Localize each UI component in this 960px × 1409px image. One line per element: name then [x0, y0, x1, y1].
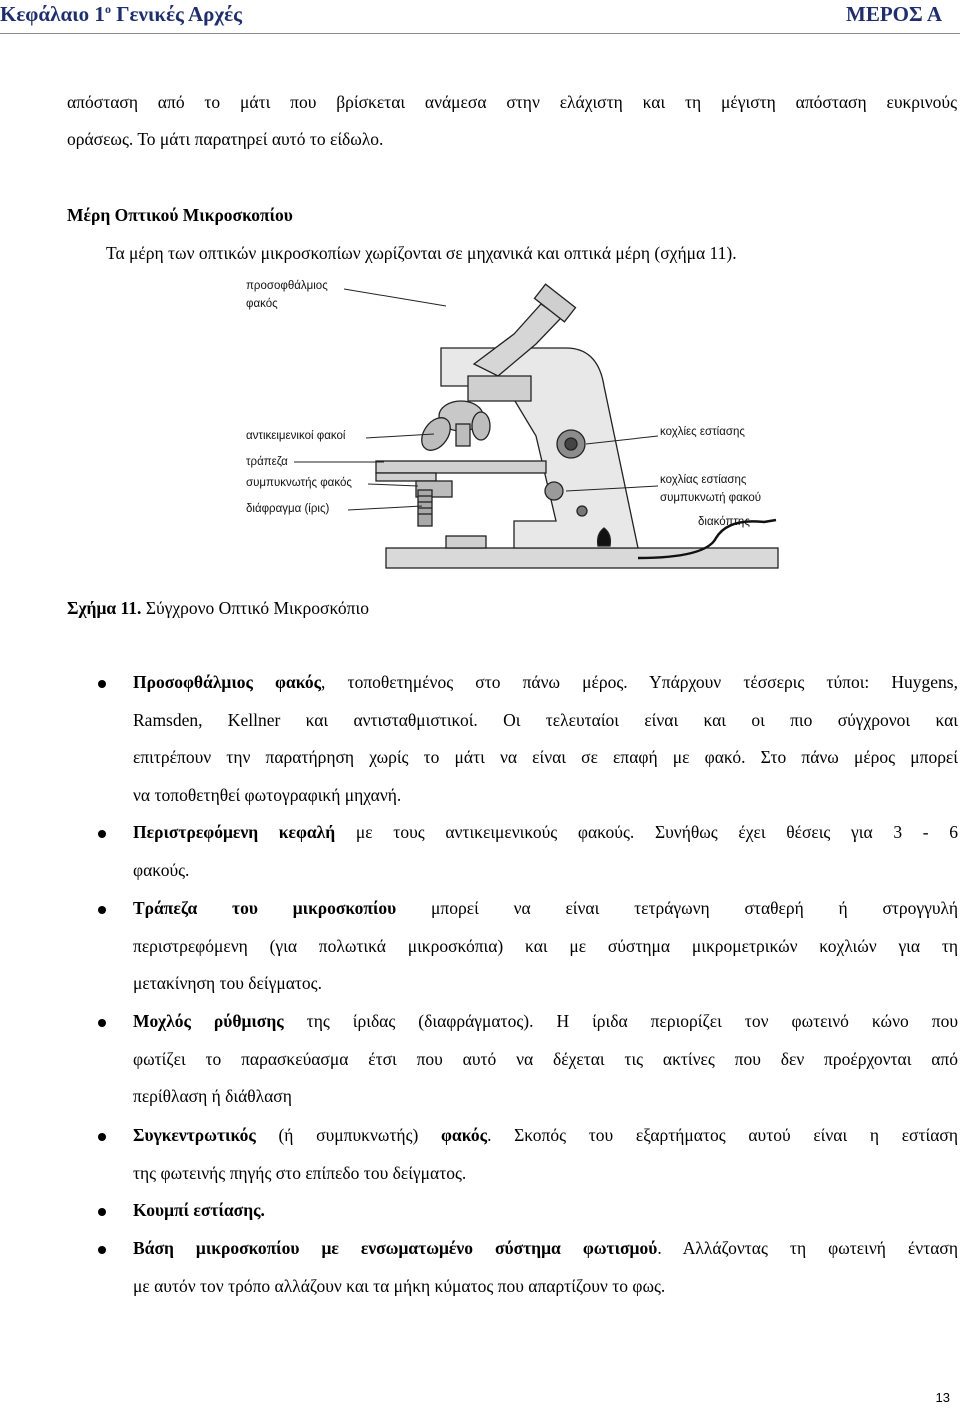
- label-stage: τράπεζα: [246, 456, 288, 468]
- intro-line-1: απόσταση από το μάτι που βρίσκεται ανάμεσα στην ελάχιστη και τη μέγιστη απόσταση ευκρινούς: [67, 92, 957, 112]
- bullet-marker: [98, 1208, 106, 1216]
- label-eyepiece-1: προσοφθάλμιος: [246, 280, 328, 292]
- list-item-iris-lever: Μοχλός ρύθμισης της ίριδας (διαφράγματος). Η ίριδα περιορίζει τον φωτεινό κώνο που φωτίζει το παρασκεύασμα έτσι που αυτό να δέχεται τις ακτίνες που δεν προέρχονται από περίθλαση ή διάθλαση: [133, 1011, 958, 1106]
- header-divider: [0, 33, 960, 34]
- part-title: ΜΕΡΟΣ Α: [846, 2, 942, 26]
- label-switch: διακόπτης: [698, 516, 750, 528]
- label-objectives: αντικειμενικοί φακοί: [246, 430, 346, 442]
- page-header: [0, 0, 960, 34]
- list-item-condenser: Συγκεντρωτικός (ή συμπυκνωτής) φακός. Σκοπός του εξαρτήματος αυτού είναι η εστίαση της φωτεινής πηγής στο επίπεδο του δείγματος.: [133, 1125, 958, 1183]
- list-item-nosepiece: Περιστρεφόμενη κεφαλή με τους αντικειμενικούς φακούς. Συνήθως έχει θέσεις για 3 - 6 φακούς.: [133, 822, 958, 880]
- list-item-stage: Τράπεζα του μικροσκοπίου μπορεί να είναι τετράγωνη σταθερή ή στρογγυλή περιστρεφόμενη (για πολωτικά μικροσκόπια) και με σύστημα μικρομετρικών κοχλιών για τη μετακίνηση του δείγματος.: [133, 898, 959, 993]
- intro-line-2: οράσεως. Το μάτι παρατηρεί αυτό το είδωλο.: [67, 129, 384, 149]
- page-number: 13: [935, 1390, 950, 1405]
- bullet-marker: [98, 680, 106, 688]
- label-condenser-focus-1: κοχλίας εστίασης: [660, 474, 747, 486]
- figure-caption: Σχήμα 11. Σύγχρονο Οπτικό Μικροσκόπιο: [67, 598, 369, 618]
- bullet-marker: [98, 906, 106, 914]
- bullet-marker: [98, 1246, 106, 1254]
- list-item-focus-knob: Κουμπί εστίασης.: [133, 1200, 265, 1220]
- label-condenser-focus-2: συμπυκνωτή φακού: [660, 492, 762, 504]
- label-focus-knobs: κοχλίες εστίασης: [660, 426, 745, 438]
- bullet-marker: [98, 1019, 106, 1027]
- microscope-figure: [236, 276, 796, 572]
- bullet-marker: [98, 1133, 106, 1141]
- section-title: Μέρη Οπτικού Μικροσκοπίου: [67, 205, 293, 225]
- list-item-eyepiece: Προσοφθάλμιος φακός, τοποθετημένος στο πάνω μέρος. Υπάρχουν τέσσερις τύποι: Huygens, Ramsden, Kellner και αντισταθμιστικοί. Οι τελευταίοι είναι και οι πιο σύγχρονοι και επιτρέπουν την παρατήρηση χωρίς το μάτι να είναι σε επαφή με φακό. Στο πάνω μέρος μπορεί να τοποθετηθεί φωτογραφική μηχανή.: [133, 672, 958, 805]
- label-eyepiece-2: φακός: [246, 298, 278, 310]
- label-diaphragm: διάφραγμα (ίρις): [246, 503, 330, 515]
- section-text: Τα μέρη των οπτικών μικροσκοπίων χωρίζονται σε μηχανικά και οπτικά μέρη (σχήμα 11).: [106, 243, 737, 263]
- label-condenser: συμπυκνωτής φακός: [246, 477, 352, 489]
- bullet-marker: [98, 830, 106, 838]
- list-item-base: Βάση μικροσκοπίου με ενσωματωμένο σύστημα φωτισμού. Αλλάζοντας τη φωτεινή ένταση με αυτόν τον τρόπο αλλάζουν και τα μήκη κύματος που απαρτίζουν το φως.: [133, 1238, 958, 1296]
- chapter-title: Κεφάλαιο $1^o$ Γενικές Αρχές: [0, 2, 242, 26]
